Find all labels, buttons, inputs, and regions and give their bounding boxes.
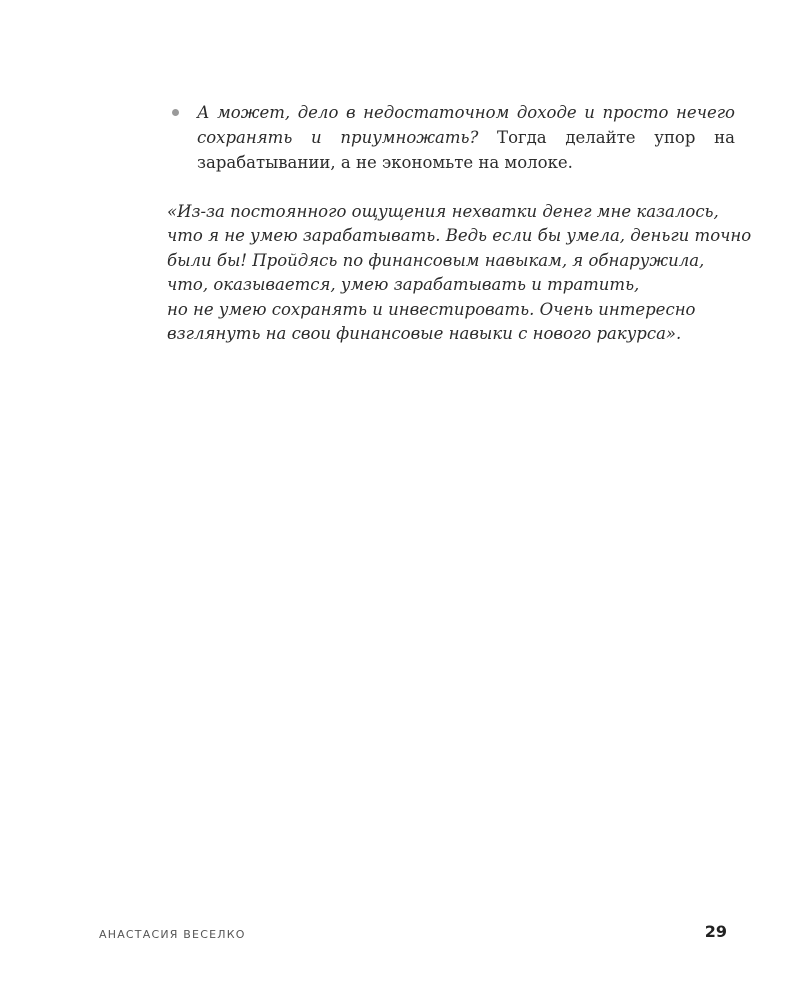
quote-line: «Из-за постоянного ощущения нехватки денег мне казалось, bbox=[167, 202, 719, 221]
bullet-regular-text: Тогда делайте упор на зарабатывании, а не экономьте на молоке. bbox=[197, 128, 735, 172]
quote-line: взглянуть на свои финансовые навыки с нового ракурса». bbox=[167, 324, 682, 344]
quote-line: но не умею сохранять и инвестировать. Очень интересно bbox=[167, 299, 696, 319]
bullet-italic-text: А может, дело в недостаточном доходе и просто нечего сохранять и приумножать? bbox=[197, 103, 735, 147]
quote-line: что я не умею зарабатывать. Ведь если бы умела, деньги точно bbox=[167, 226, 752, 246]
bullet-list-item bbox=[170, 100, 735, 175]
bullet-text bbox=[197, 100, 735, 175]
bullet-dot-icon bbox=[172, 109, 179, 116]
reader-quote bbox=[167, 200, 752, 346]
quote-line: что, оказывается, умею зарабатывать и тратить, bbox=[167, 275, 640, 295]
page-number: 29 bbox=[704, 922, 727, 941]
footer-author: АНАСТАСИЯ ВЕСЕЛКО bbox=[99, 928, 246, 941]
quote-line: были бы! Пройдясь по финансовым навыкам, я обнаружила, bbox=[167, 250, 705, 270]
